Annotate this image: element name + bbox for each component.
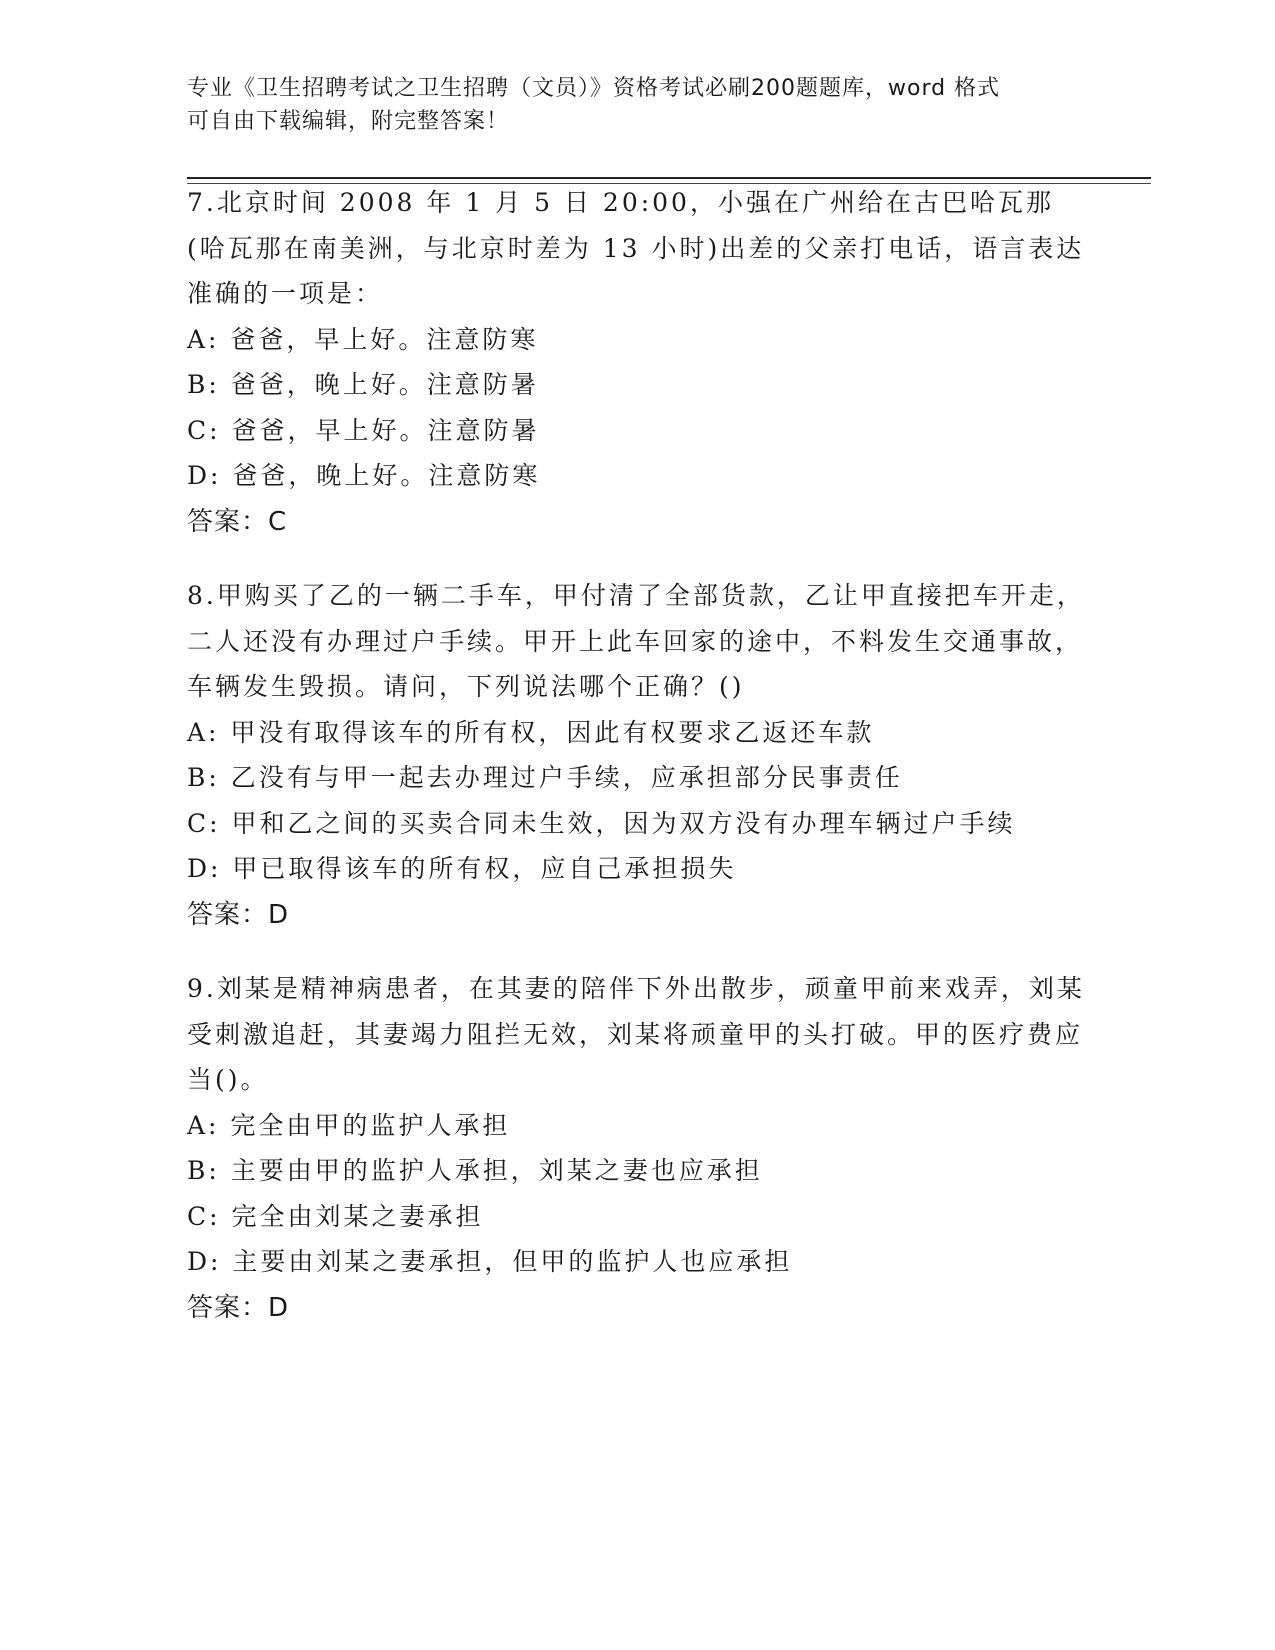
answer: 答案：D xyxy=(187,1292,290,1323)
option-d: D: 甲已取得该车的所有权，应自己承担损失 xyxy=(187,854,737,883)
option-a: A: 甲没有取得该车的所有权，因此有权要求乙返还车款 xyxy=(187,717,875,747)
header-line-2: 可自由下载编辑，附完整答案！ xyxy=(187,109,510,134)
question-text: 9.刘某是精神病患者，在其妻的陪伴下外出散步，顽童甲前来戏弄，刘某受刺激追赶，其妻竭力阻拦无效，刘某将顽童甲的头打破。甲的医疗费应当()。 xyxy=(187,974,1085,1094)
option-b: B: 爸爸，晚上好。注意防暑 xyxy=(187,370,539,399)
option-c: C: 爸爸，早上好。注意防暑 xyxy=(187,415,540,445)
answer: 答案：C xyxy=(187,506,288,537)
option-d: D: 爸爸，晚上好。注意防寒 xyxy=(187,461,541,490)
question-8 xyxy=(187,573,1087,938)
answer: 答案：D xyxy=(187,899,290,930)
question-text: 8.甲购买了乙的一辆二手车，甲付清了全部货款，乙让甲直接把车开走，二人还没有办理过户手续。甲开上此车回家的途中，不料发生交通事故，车辆发生毁损。请问，下列说法哪个正确？() xyxy=(187,581,1085,701)
option-c: C: 完全由刘某之妻承担 xyxy=(187,1201,484,1231)
option-d: D: 主要由刘某之妻承担，但甲的监护人也应承担 xyxy=(187,1247,793,1276)
option-c: C: 甲和乙之间的买卖合同未生效，因为双方没有办理车辆过户手续 xyxy=(187,808,1016,838)
question-text: 7.北京时间 2008 年 1 月 5 日 20:00，小强在广州给在古巴哈瓦那(哈瓦那在南美洲，与北京时差为 13 小时)出差的父亲打电话，语言表达准确的一项是： xyxy=(187,188,1085,308)
header-divider xyxy=(187,177,1151,179)
question-9 xyxy=(187,966,1087,1331)
option-b: B: 乙没有与甲一起去办理过户手续，应承担部分民事责任 xyxy=(187,763,903,792)
option-a: A: 爸爸，早上好。注意防寒 xyxy=(187,324,539,354)
option-b: B: 主要由甲的监护人承担，刘某之妻也应承担 xyxy=(187,1156,763,1185)
option-a: A: 完全由甲的监护人承担 xyxy=(187,1110,511,1140)
header-line-1: 专业《卫生招聘考试之卫生招聘（文员）》资格考试必刷200题题库，word 格式 xyxy=(187,76,1001,101)
question-7 xyxy=(187,180,1087,545)
document-header xyxy=(187,72,1067,138)
